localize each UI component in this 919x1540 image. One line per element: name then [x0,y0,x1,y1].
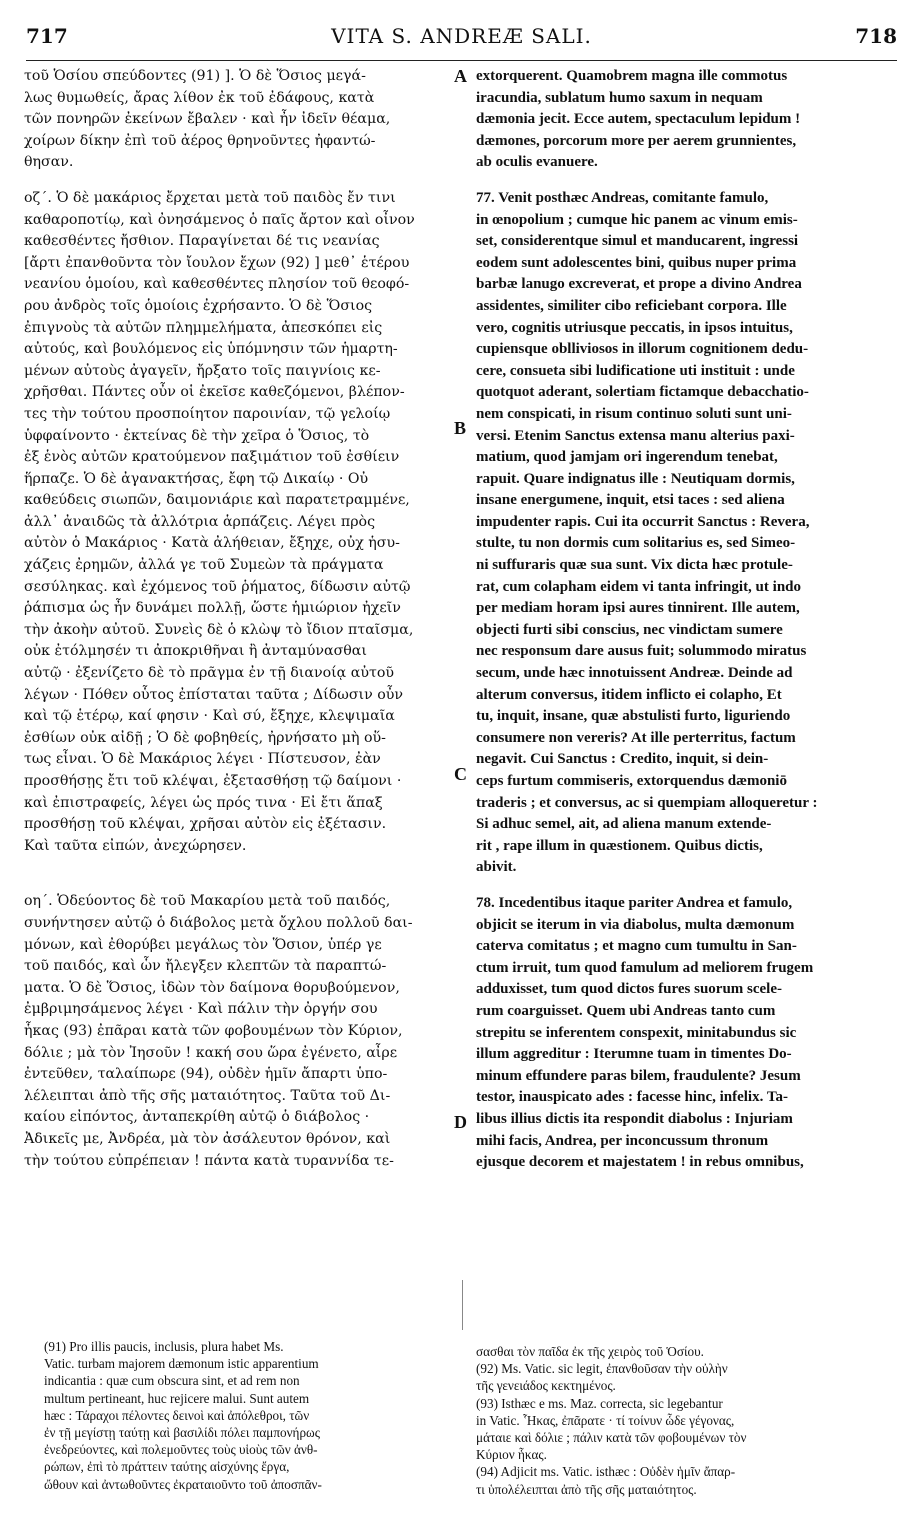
text-line: rat, cum colapham eidem vi tanta infringit, ut indo [476,578,801,595]
text-line: vero, cognitis utriusque peccatis, in ipsos intuitus, [476,319,793,336]
text-line: secum, unde hæc innotuissent Andreæ. Deinde ad [476,665,793,682]
text-line: 77. Venit posthæc Andreas, comitante famulo, [476,189,769,206]
text-line: dæmones, porcorum more per aerem grunnientes, [476,132,797,149]
text-line: χάζεις ἐρημῶν, ἀλλά γε τοῦ Συμεὼν τὰ πράγματα [24,557,384,574]
text-line: alterum conversus, itidem inflicto ei colapho, Et [476,686,782,703]
text-line: ρώπων, ἐπὶ τὸ πράττειν ταύτης αἰσχύνης ἔργα, [44,1459,290,1475]
text-line: illum aggreditur : Iterumne tuam in timentes Do- [476,1046,792,1063]
section-marker: D [454,1112,467,1132]
text-line: set, considerentque simul et manducarent, ingressi [476,233,799,250]
text-line: ceps furtum commiseris, extorquendus dæmoniō [476,773,787,789]
section-marker: B [454,418,467,438]
text-line: cere, consueta sibi ludificatione uti instituit : unde [476,362,795,379]
text-line: hæc : Τάραχοι πέλοντες δεινοὶ καὶ ἀπόλεθροι, τῶν [44,1407,310,1423]
text-line: ab oculis evanuere. [476,154,598,171]
greek-column [24,66,454,1172]
text-line: καὶ τῷ ἑτέρῳ, καί φησιν · Καὶ σύ, ἔξηχε, κλεψιμαῖα [24,708,395,725]
text-line: (94) Adjicit ms. Vatic. isthæc : Οὐδὲν ἡμῖν ἄπαρ- [476,1464,736,1480]
text-line: μένων αὐτοὺς ἀγαγεῖν, ἤρξατο τοῖς παιγνίοις κε- [24,362,381,379]
text-line: προσθήσῃς ἔτι τοῦ κλέψαι, ἐξετασθήσῃ τῷ δαίμονι · [24,773,402,789]
text-line: Si adhuc semel, ait, ad aliena manum extende- [476,816,772,833]
text-line: assidentes, similiter cibo reficiebant corpora. Ille [476,297,787,314]
text-line: Ἀδικεῖς με, Ἀνδρέα, μὰ τὸν ἀσάλευτον θρόνον, καὶ [24,1130,391,1147]
text-line: ἐν τῇ μεγίστῃ ταύτῃ καὶ βασιλίδι πόλει παμπονήρως [44,1425,320,1441]
footnotes-right [476,1343,894,1498]
text-line: consumere non vereris? At ille perterritus, factum [476,729,796,746]
text-line: libus illius dictis ita respondit diabolus : Injuriam [476,1110,793,1127]
text-line: stulte, tu non dormis cum solitarius es, sed Simeo- [476,535,796,552]
text-line: Vatic. turbam majorem dæmonum istic apparentium [44,1356,319,1372]
text-line: rapuit. Quare indignatus ille : Neutiquam dormis, [476,470,795,487]
text-line: ὤθουν καὶ ἀντωθοῦντες ἐκραταιοῦντο τοῦ ἀποσπᾶν- [44,1476,322,1492]
text-line: τοῦ Ὁσίου σπεύδοντες (91) ]. Ὁ δὲ Ὅσιος μεγά- [24,68,366,84]
text-line: mihi facis, Andrea, per inconcussum thronum [476,1132,769,1149]
text-line: θησαν. [24,154,74,171]
text-line: matium, quod jamjam ori ingerendum tenebat, [476,449,778,466]
text-line: testor, inauspicato ades : facesse hinc, infelix. Ta- [476,1089,788,1106]
text-line: ctum irruit, tum quod famulum ad meliorem frugem [476,959,814,976]
text-line: οη΄. Ὁδεύοντος δὲ τοῦ Μακαρίου μετὰ τοῦ παιδός, [24,893,391,910]
text-line: [ἄρτι ἐπανθοῦντα τὸν ἴουλον ἔχων (92) ] μεθ᾽ ἑτέρου [24,254,410,271]
footnotes-left [44,1338,454,1493]
section-marker: A [454,66,467,86]
text-line: σασθαι τὸν παῖδα ἐκ τῆς χειρὸς τοῦ Ὁσίου. [476,1344,704,1359]
text-line: ἐμβριμησάμενος λέγει · Καὶ πάλιν τὴν ὀργήν σου [24,1001,378,1018]
text-line: objecti furti sibi conscius, nec vindictam sumere [476,621,783,638]
text-line: nem conspicati, in risum continuo soluti sunt uni- [476,405,792,422]
text-line: λως θυμωθείς, ἄρας λίθον ἐκ τοῦ ἐδάφους, κατὰ [24,89,375,106]
text-line: μάταιε καὶ δόλιε ; πάλιν κατὰ τῶν φοβουμένων τὸν [476,1430,747,1446]
greek-paragraph-77 [24,188,454,857]
text-line: λέλειπται ἀπὸ τῆς σῆς ματαιότητος. Ταῦτα τοῦ Δι- [24,1087,391,1104]
greek-paragraph-1 [24,66,454,174]
text-line: ἐνεδρεύοντες, καὶ πολεμοῦντες τοὺς υἱοὺς τῶν ἀνθ- [44,1442,318,1458]
section-marker: C [454,764,467,784]
text-line: ἐντεῦθεν, ταλαίπωρε (94), οὐδὲν ἡμῖν ἄπαρτι ὑπο- [24,1066,388,1083]
text-line: ῥάπισμα ὡς ἦν δυνάμει πολλῇ, ὥστε ἡμιώριον ἠχεῖν [24,600,401,617]
text-line: λέγων · Πόθεν οὗτος ἐπίσταται ταῦτα ; Δίδωσιν οὖν [24,686,403,703]
latin-column [476,66,894,1174]
text-line: ὑφφαίνοντο · ἐκτείνας δὲ τὴν χεῖρα ὁ Ὅσιος, τὸ [24,427,370,444]
text-line: multum pertineant, huc rejicere malui. Sunt autem [44,1390,310,1406]
page-number-left: 717 [26,24,68,48]
text-line: nec responsum dare ausus fuit; solummodo miratus [476,643,807,660]
text-line: per mediam horam ipsi aures tinnirent. Ille autem, [476,600,800,617]
text-line: συνήντησεν αὐτῷ ὁ διάβολος μετὰ ὄχλου πολλοῦ δαι- [24,914,413,931]
text-line: αὐτὸν ὁ Μακάριος · Κατὰ ἀλήθειαν, ἔξηχε, οὐχ ἡσυ- [24,535,400,552]
text-line: extorquerent. Quamobrem magna ille commotus [476,68,788,84]
text-line: negavit. Cui Sanctus : Credito, inquit, si dein- [476,751,769,768]
text-line: versi. Etenim Sanctus extensa manu alterius paxi- [476,427,795,444]
text-line: (91) Pro illis paucis, inclusis, plura habet Ms. [44,1339,284,1354]
text-line: τες τὴν τούτου προσποίητον παροινίαν, τῷ γελοίῳ [24,405,391,422]
text-line: rit , rape illum in quæstionem. Quibus dictis, [476,837,763,854]
text-line: ἀλλ᾽ ἀναιδῶς τὰ ἀλλότρια ἁρπάζεις. Λέγει πρὸς [24,513,376,530]
text-line: τως εἶναι. Ὁ δὲ Μακάριος λέγει · Πίστευσον, ἐὰν [24,751,381,768]
text-line: (93) Isthæc e ms. Maz. correcta, sic legebantur [476,1395,723,1411]
text-line: adduxisset, tum quod dictos fures suorum scele- [476,981,782,998]
text-line: cupiensque oblliviosos in illorum cognitionem dedu- [476,341,809,358]
text-line: iracundia, sublatum humo saxum in nequam [476,89,763,106]
text-line: dæmonia jecit. Ecce autem, spectaculum lepidum ! [476,111,801,128]
text-line: καθεσθέντες ἤσθιον. Παραγίνεται δέ τις νεανίας [24,233,380,250]
text-line: Καὶ ταῦτα εἰπών, ἀνεχώρησεν. [24,837,247,854]
text-line: δόλιε ; μὰ τὸν Ἰησοῦν ! κακή σου ὥρα ἐγένετο, αἶρε [24,1044,398,1061]
text-line: τι ὑπολέλειπται ἀπὸ τῆς σῆς ματαιότητος. [476,1481,697,1497]
greek-paragraph-78 [24,891,454,1172]
text-line: ejusque decorem et majestatem ! in rebus omnibus, [476,1154,804,1171]
text-line: ἐξ ἑνὸς αὐτῶν κρατούμενον παξιμάτιον τοῦ ἐσθίειν [24,449,400,466]
text-line: σεσύληκας. καὶ ἐχόμενος τοῦ ῥήματος, δίδωσιν αὐτῷ [24,578,411,595]
text-line: ἐπιγνοὺς τὰ αὐτῶν πλημμελήματα, ἀπεσκόπει εἰς [24,319,383,336]
text-line: τὴν τούτου εὐπρέπειαν ! πάντα κατὰ τυραννίδα τε- [24,1152,394,1169]
page-number-right: 718 [855,24,897,48]
text-line: ρου ἀνδρὸς τοῖς ὁμοίοις ἐχρήσαντο. Ὁ δὲ Ὅσιος [24,297,373,314]
running-title: VITA S. ANDREÆ SALI. [331,24,592,48]
text-line: αὐτῷ · ἐξενίζετο δὲ τὸ πρᾶγμα ἐν τῇ διανοίᾳ αὐτοῦ [24,665,394,682]
latin-paragraph-77 [476,188,894,879]
text-line: προσθήσῃ τοῦ κλέψαι, χρῆσαι αὐτὸν εἰς ἐξέτασιν. [24,816,387,833]
text-line: barbæ lanugo excreverat, et prope a divino Andrea [476,276,802,293]
text-line: traderis ; et conversus, ac si quempiam alloqueretur : [476,794,818,811]
text-line: in œnopolium ; cumque hic panem ac vinum emis- [476,211,798,228]
text-line: indicantia : quæ cum obscura sint, et ad rem non [44,1373,300,1389]
text-line: ἥρπαζε. Ὁ δὲ ἀγανακτήσας, ἔφη τῷ Δικαίῳ · Οὐ [24,470,369,487]
latin-paragraph-1 [476,66,894,174]
text-line: οὐκ ἐτόλμησέν τι ἀποκριθῆναι ἢ ἀνταμύνασθαι [24,643,367,660]
text-line: οζ΄. Ὁ δὲ μακάριος ἔρχεται μετὰ τοῦ παιδὸς ἔν τινι [24,189,396,206]
text-line: rum coarguisset. Quem ubi Andreas tanto cum [476,1002,776,1019]
text-line: abivit. [476,859,517,876]
text-line: 78. Incedentibus itaque pariter Andrea et famulo, [476,894,793,911]
text-line: ματα. Ὁ δὲ Ὅσιος, ἰδὼν τὸν δαίμονα θορυβούμενον, [24,979,400,996]
column-separator [462,1280,463,1330]
text-line: insane energumene, inquit, etsi taces : sed aliena [476,492,785,509]
text-line: impudenter rapis. Cui ita occurrit Sanctus : Revera, [476,513,810,530]
text-line: in Vatic. Ἧκας, ἐπᾶρατε · τί τοίνυν ὧδε γέγονας, [476,1412,735,1428]
text-line: quotquot aderant, solertiam fictamque debacchatio- [476,384,809,401]
text-line: eodem sunt adolescentes bini, quibus nuper prima [476,254,797,271]
text-line: τὴν ἀκοὴν αὐτοῦ. Συνεὶς δὲ ὁ κλὼψ τὸ ἴδιον πταῖσμα, [24,621,414,638]
text-line: καθαροποτίῳ, καὶ ὀνησάμενος ὁ παῖς ἄρτον καὶ οἶνον [24,211,415,228]
text-line: τοῦ παιδός, καὶ ὧν ἤλεγξεν κλεπτῶν τὰ παραπτώ- [24,958,387,975]
text-line: ἐσθίων οὐκ αἰδῇ ; Ὁ δὲ φοβηθείς, ἠρνήσατο μὴ οὕ- [24,729,386,746]
text-line: strepitu se inferentem conspexit, minitabundus sic [476,1024,797,1041]
text-line: minum effundere paras bilem, fraudulente? Jesum [476,1067,801,1084]
text-line: μόνων, καὶ ἐθορύβει μεγάλως τὸν Ὅσιον, ὑπέρ γε [24,936,382,953]
text-line: caterva comitatus ; et magno cum tumultu in San- [476,938,797,955]
text-line: καὶ ἐπιστραφείς, λέγει ὡς πρός τινα · Εἰ ἔτι ἅπαξ [24,794,383,811]
text-line: (92) Ms. Vatic. sic legit, ἐπανθοῦσαν τὴν οὐλὴν [476,1361,728,1377]
text-line: τῆς γενειάδος κεκτημένος. [476,1378,616,1394]
text-line: αὐτούς, καὶ βουλόμενος εἰς ὑπόμνησιν τῶν ἡμαρτη- [24,341,398,358]
text-line: Κύριον ἧκας. [476,1447,547,1463]
text-line: καθεύδεις σιωπῶν, δαιμονιάριε καὶ παρατετραμμένε, [24,492,410,509]
text-line: τῶν πονηρῶν ἐκείνων ἔβαλεν · καὶ ἦν ἰδεῖν θέαμα, [24,111,391,128]
latin-paragraph-78 [476,893,894,1174]
text-line: objicit se iterum in via diabolus, multa dæmonum [476,916,795,933]
text-line: tu, inquit, insane, quæ abstulisti furto, liguriendo [476,708,791,725]
text-line: χρῆσθαι. Πάντες οὖν οἱ ἐκεῖσε καθεζόμενοι, βλέπον- [24,384,405,401]
text-line: νεανίου ὁμοίου, καὶ καθεσθέντες πλησίον τοῦ θεοφό- [24,276,410,293]
text-line: χοίρων δίκην ἐπὶ τοῦ ἀέρος θρηνοῦντες ἠφαντώ- [24,132,376,149]
text-line: ni suffuraris quæ sua sunt. Vix dicta hæc protule- [476,557,793,574]
text-line: ἧκας (93) ἐπᾶραι κατὰ τῶν φοβουμένων τὸν Κύριον, [24,1022,403,1039]
text-line: καίου εἰπόντος, ἀνταπεκρίθη αὐτῷ ὁ διάβολος · [24,1109,370,1126]
